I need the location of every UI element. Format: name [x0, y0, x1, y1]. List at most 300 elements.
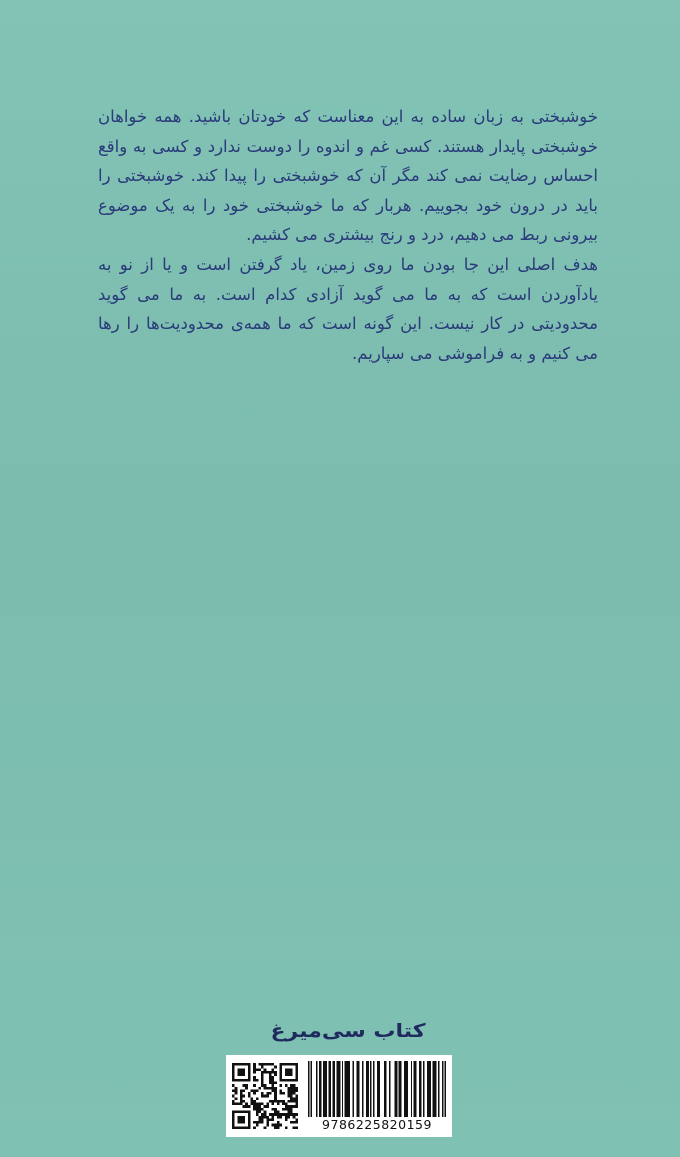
- qr-module: [235, 1126, 238, 1129]
- qr-module: [248, 1076, 251, 1079]
- qr-module: [272, 1081, 275, 1084]
- qr-module: [282, 1063, 285, 1066]
- qr-module: [237, 1121, 240, 1124]
- qr-module: [240, 1074, 243, 1077]
- qr-module: [293, 1121, 296, 1124]
- qr-module: [285, 1113, 288, 1116]
- barcode-bar: [345, 1061, 346, 1117]
- qr-module: [285, 1105, 288, 1108]
- qr-module: [277, 1111, 280, 1114]
- barcode-bar: [339, 1061, 340, 1117]
- qr-module: [280, 1079, 283, 1082]
- qr-module: [277, 1124, 280, 1127]
- qr-module: [280, 1071, 283, 1074]
- qr-module: [232, 1118, 235, 1121]
- qr-module: [290, 1113, 293, 1116]
- qr-module: [293, 1113, 296, 1116]
- qr-module: [243, 1068, 246, 1071]
- qr-module: [245, 1126, 248, 1129]
- qr-module: [250, 1103, 253, 1106]
- barcode-bar: [415, 1061, 416, 1117]
- qr-module: [280, 1074, 283, 1077]
- qr-module: [261, 1079, 264, 1082]
- qr-module: [253, 1068, 256, 1071]
- qr-module: [245, 1084, 248, 1087]
- qr-module: [287, 1113, 290, 1116]
- qr-module: [253, 1103, 256, 1106]
- qr-module: [285, 1074, 288, 1077]
- qr-module: [274, 1126, 277, 1129]
- qr-module: [287, 1068, 290, 1071]
- qr-module: [290, 1097, 293, 1100]
- qr-module: [240, 1097, 243, 1100]
- qr-module: [295, 1113, 298, 1116]
- qr-module: [282, 1100, 285, 1103]
- qr-module: [290, 1092, 293, 1095]
- qr-module: [272, 1084, 275, 1087]
- qr-module: [243, 1084, 246, 1087]
- qr-module: [232, 1063, 235, 1066]
- qr-module: [274, 1108, 277, 1111]
- barcode-bar: [373, 1061, 374, 1117]
- barcode-bar: [435, 1061, 436, 1117]
- qr-module: [277, 1103, 280, 1106]
- barcode-bar: [438, 1061, 439, 1117]
- barcode-bar: [407, 1061, 408, 1117]
- qr-module: [253, 1105, 256, 1108]
- qr-module: [240, 1116, 243, 1119]
- qr-module: [261, 1116, 264, 1119]
- qr-module: [261, 1118, 264, 1121]
- qr-module: [258, 1111, 261, 1114]
- barcode-bar: [362, 1061, 363, 1117]
- barcode-bar: [330, 1061, 331, 1117]
- qr-module: [266, 1103, 269, 1106]
- qr-module: [248, 1118, 251, 1121]
- qr-module: [293, 1084, 296, 1087]
- qr-module: [232, 1100, 235, 1103]
- qr-module: [235, 1111, 238, 1114]
- qr-module: [266, 1105, 269, 1108]
- qr-module: [287, 1100, 290, 1103]
- qr-module: [264, 1126, 267, 1129]
- qr-module: [287, 1089, 290, 1092]
- qr-module: [266, 1116, 269, 1119]
- qr-module: [277, 1121, 280, 1124]
- qr-module: [277, 1126, 280, 1129]
- qr-module: [232, 1113, 235, 1116]
- qr-module: [237, 1079, 240, 1082]
- qr-module: [295, 1097, 298, 1100]
- qr-module: [293, 1089, 296, 1092]
- qr-module: [269, 1079, 272, 1082]
- qr-module: [232, 1084, 235, 1087]
- qr-module: [266, 1124, 269, 1127]
- qr-module: [277, 1113, 280, 1116]
- qr-module: [258, 1108, 261, 1111]
- qr-module: [274, 1066, 277, 1069]
- qr-module: [258, 1116, 261, 1119]
- blurb-paragraph-2: هدف اصلی این جا بودن ما روی زمین، یاد گرفتن است و یا از نو به یادآوردن است که به ما می گوید آزادی کدام است. به ما می گوید محدودیتی در کار نیست. این گونه است که ما همه‌ی محدودیت‌ها را رها می کنیم و به فراموشی می سپاریم.: [98, 254, 598, 363]
- barcode-bar: [384, 1061, 385, 1117]
- qr-module: [264, 1116, 267, 1119]
- qr-module: [269, 1071, 272, 1074]
- qr-module: [240, 1079, 243, 1082]
- qr-module: [243, 1118, 246, 1121]
- barcode-bar: [414, 1061, 415, 1117]
- qr-module: [293, 1087, 296, 1090]
- barcode-bar: [347, 1061, 348, 1117]
- qr-module: [290, 1074, 293, 1077]
- qr-module: [269, 1076, 272, 1079]
- barcode-bar: [358, 1061, 359, 1117]
- qr-module: [272, 1071, 275, 1074]
- qr-module: [290, 1084, 293, 1087]
- qr-module: [248, 1113, 251, 1116]
- qr-module: [258, 1103, 261, 1106]
- qr-module: [240, 1100, 243, 1103]
- barcode-bar: [419, 1061, 420, 1117]
- qr-module: [266, 1063, 269, 1066]
- qr-module: [266, 1118, 269, 1121]
- qr-module: [272, 1113, 275, 1116]
- qr-module: [280, 1124, 283, 1127]
- qr-module: [250, 1097, 253, 1100]
- qr-module: [290, 1111, 293, 1114]
- barcode-bar: [399, 1061, 400, 1117]
- qr-module: [274, 1092, 277, 1095]
- blurb-paragraph-1: خوشبختی به زبان ساده به این معناست که خودتان باشید. همه خواهان خوشبختی پایدار هستند. کسی غم و اندوه را دوست ندارد و کسی به واقع احساس رضایت نمی کند مگر آن که خوشبختی را پیدا کند. خوشبختی را باید در درون خود بجوییم. هربار که ما خوشبختی خود را به یک موضوع بیرونی ربط می دهیم، درد و رنج بیشتری می کشیم.: [98, 107, 598, 245]
- qr-module: [295, 1126, 298, 1129]
- qr-module: [253, 1092, 256, 1095]
- qr-module: [282, 1108, 285, 1111]
- qr-module: [243, 1089, 246, 1092]
- qr-module: [290, 1071, 293, 1074]
- qr-module: [240, 1121, 243, 1124]
- qr-module: [232, 1066, 235, 1069]
- qr-module: [248, 1116, 251, 1119]
- qr-module: [243, 1095, 246, 1098]
- barcode-bar: [430, 1061, 431, 1117]
- barcode-bar: [324, 1061, 325, 1117]
- qr-module: [237, 1071, 240, 1074]
- qr-module: [274, 1087, 277, 1090]
- qr-module: [290, 1121, 293, 1124]
- qr-module: [261, 1076, 264, 1079]
- barcode-bar: [320, 1061, 321, 1117]
- qr-module: [235, 1103, 238, 1106]
- qr-module: [258, 1087, 261, 1090]
- qr-module: [235, 1092, 238, 1095]
- qr-module: [248, 1126, 251, 1129]
- qr-module: [248, 1071, 251, 1074]
- publisher-logo-text: کتاب سی‌میرغ: [270, 1020, 426, 1042]
- qr-module: [295, 1079, 298, 1082]
- qr-module: [264, 1095, 267, 1098]
- qr-module: [269, 1100, 272, 1103]
- qr-module: [243, 1116, 246, 1119]
- qr-module: [261, 1066, 264, 1069]
- qr-module: [256, 1113, 259, 1116]
- qr-module: [237, 1116, 240, 1119]
- qr-module: [237, 1118, 240, 1121]
- qr-module: [243, 1126, 246, 1129]
- qr-module: [295, 1074, 298, 1077]
- qr-module: [232, 1103, 235, 1106]
- qr-module: [295, 1095, 298, 1098]
- barcode-bar: [411, 1061, 412, 1117]
- qr-module: [274, 1097, 277, 1100]
- qr-module: [285, 1068, 288, 1071]
- qr-module: [235, 1097, 238, 1100]
- qr-module: [285, 1079, 288, 1082]
- qr-module: [237, 1126, 240, 1129]
- qr-module: [243, 1111, 246, 1114]
- qr-module: [261, 1113, 264, 1116]
- qr-module: [272, 1068, 275, 1071]
- qr-module: [285, 1063, 288, 1066]
- qr-module: [243, 1105, 246, 1108]
- barcode-bar: [334, 1061, 335, 1117]
- qr-module: [269, 1118, 272, 1121]
- qr-module: [258, 1121, 261, 1124]
- barcode-bar: [319, 1061, 320, 1117]
- barcode-bar: [445, 1061, 446, 1117]
- qr-module: [248, 1066, 251, 1069]
- qr-module: [280, 1063, 283, 1066]
- qr-module: [295, 1105, 298, 1108]
- barcode-bar: [338, 1061, 339, 1117]
- qr-module: [253, 1126, 256, 1129]
- barcode-bar: [366, 1061, 367, 1117]
- qr-module: [293, 1079, 296, 1082]
- qr-module: [280, 1089, 283, 1092]
- qr-module: [248, 1111, 251, 1114]
- barcode-bar: [368, 1061, 369, 1117]
- qr-module: [240, 1103, 243, 1106]
- qr-module: [240, 1092, 243, 1095]
- qr-module: [272, 1108, 275, 1111]
- qr-module: [250, 1100, 253, 1103]
- qr-module: [293, 1116, 296, 1119]
- qr-module: [232, 1071, 235, 1074]
- qr-module: [258, 1118, 261, 1121]
- qr-module: [287, 1116, 290, 1119]
- qr-module: [248, 1095, 251, 1098]
- barcode-bar: [427, 1061, 428, 1117]
- qr-module: [232, 1095, 235, 1098]
- qr-module: [240, 1071, 243, 1074]
- qr-module: [232, 1068, 235, 1071]
- qr-module: [274, 1089, 277, 1092]
- qr-module: [272, 1076, 275, 1079]
- barcode-bar: [370, 1061, 371, 1117]
- qr-module: [269, 1074, 272, 1077]
- qr-module: [248, 1074, 251, 1077]
- qr-module: [258, 1063, 261, 1066]
- qr-module: [264, 1063, 267, 1066]
- qr-module: [248, 1079, 251, 1082]
- qr-module: [295, 1089, 298, 1092]
- qr-module: [287, 1108, 290, 1111]
- qr-module: [293, 1092, 296, 1095]
- qr-module: [274, 1124, 277, 1127]
- barcode-bar: [378, 1061, 379, 1117]
- qr-module: [253, 1089, 256, 1092]
- qr-module: [295, 1071, 298, 1074]
- qr-module: [272, 1079, 275, 1082]
- qr-module: [240, 1063, 243, 1066]
- qr-module: [232, 1111, 235, 1114]
- qr-module: [258, 1105, 261, 1108]
- qr-module: [232, 1089, 235, 1092]
- qr-module: [282, 1103, 285, 1106]
- qr-module: [272, 1116, 275, 1119]
- qr-module: [293, 1097, 296, 1100]
- qr-module: [280, 1116, 283, 1119]
- barcode-bar: [428, 1061, 429, 1117]
- qr-module: [253, 1100, 256, 1103]
- qr-module: [245, 1087, 248, 1090]
- qr-module: [256, 1079, 259, 1082]
- qr-module: [293, 1100, 296, 1103]
- qr-module: [261, 1081, 264, 1084]
- qr-module: [290, 1079, 293, 1082]
- qr-module: [240, 1089, 243, 1092]
- qr-module: [243, 1079, 246, 1082]
- barcode-bar: [389, 1061, 390, 1117]
- barcode-bar: [396, 1061, 397, 1117]
- qr-module: [261, 1074, 264, 1077]
- qr-module: [274, 1081, 277, 1084]
- barcode-bar: [342, 1061, 343, 1117]
- qr-module: [269, 1087, 272, 1090]
- qr-module: [245, 1103, 248, 1106]
- qr-module: [248, 1068, 251, 1071]
- qr-module: [256, 1111, 259, 1114]
- qr-module: [256, 1097, 259, 1100]
- qr-module: [266, 1121, 269, 1124]
- qr-module: [245, 1111, 248, 1114]
- qr-module: [232, 1074, 235, 1077]
- qr-module: [295, 1118, 298, 1121]
- barcode-bar: [432, 1061, 433, 1117]
- barcode-bar: [316, 1061, 317, 1117]
- qr-module: [235, 1079, 238, 1082]
- qr-module: [253, 1063, 256, 1066]
- qr-module: [285, 1118, 288, 1121]
- qr-module: [232, 1121, 235, 1124]
- qr-module: [245, 1063, 248, 1066]
- qr-module: [274, 1071, 277, 1074]
- qr-module: [269, 1063, 272, 1066]
- qr-module: [287, 1074, 290, 1077]
- qr-module: [235, 1087, 238, 1090]
- qr-module: [248, 1092, 251, 1095]
- qr-code-icon: [232, 1063, 298, 1129]
- qr-module: [269, 1113, 272, 1116]
- qr-module: [250, 1089, 253, 1092]
- qr-module: [272, 1089, 275, 1092]
- qr-module: [261, 1103, 264, 1106]
- qr-module: [274, 1113, 277, 1116]
- qr-module: [243, 1063, 246, 1066]
- qr-module: [290, 1105, 293, 1108]
- qr-module: [240, 1118, 243, 1121]
- qr-module: [287, 1087, 290, 1090]
- qr-module: [243, 1121, 246, 1124]
- barcode-bar: [326, 1061, 327, 1117]
- qr-module: [237, 1103, 240, 1106]
- qr-module: [290, 1068, 293, 1071]
- qr-module: [248, 1121, 251, 1124]
- qr-module: [282, 1079, 285, 1082]
- qr-module: [293, 1063, 296, 1066]
- qr-module: [295, 1100, 298, 1103]
- qr-module: [256, 1103, 259, 1106]
- qr-module: [240, 1111, 243, 1114]
- publisher-logo: [270, 1013, 426, 1049]
- qr-module: [287, 1111, 290, 1114]
- barcode-bar: [420, 1061, 421, 1117]
- qr-module: [253, 1071, 256, 1074]
- barcode-bar: [385, 1061, 386, 1117]
- qr-module: [232, 1126, 235, 1129]
- qr-module: [253, 1108, 256, 1111]
- barcode-bar: [353, 1061, 354, 1117]
- qr-module: [261, 1071, 264, 1074]
- qr-module: [290, 1108, 293, 1111]
- qr-module: [287, 1105, 290, 1108]
- qr-module: [272, 1087, 275, 1090]
- qr-module: [287, 1063, 290, 1066]
- qr-module: [290, 1089, 293, 1092]
- qr-module: [237, 1068, 240, 1071]
- code-panel: [226, 1055, 452, 1137]
- qr-module: [237, 1074, 240, 1077]
- qr-module: [287, 1079, 290, 1082]
- qr-module: [272, 1103, 275, 1106]
- qr-module: [285, 1071, 288, 1074]
- qr-module: [253, 1079, 256, 1082]
- barcode-bar: [346, 1061, 347, 1117]
- qr-module: [256, 1105, 259, 1108]
- qr-module: [232, 1079, 235, 1082]
- qr-module: [282, 1092, 285, 1095]
- qr-module: [237, 1111, 240, 1114]
- qr-module: [232, 1076, 235, 1079]
- qr-module: [264, 1071, 267, 1074]
- qr-module: [285, 1126, 288, 1129]
- qr-module: [295, 1063, 298, 1066]
- qr-module: [245, 1079, 248, 1082]
- barcode-bar: [336, 1061, 337, 1117]
- qr-module: [243, 1071, 246, 1074]
- qr-module: [272, 1063, 275, 1066]
- qr-module: [261, 1063, 264, 1066]
- barcode-bar: [395, 1061, 396, 1117]
- barcode-bar: [423, 1061, 424, 1117]
- qr-module: [261, 1108, 264, 1111]
- qr-module: [264, 1068, 267, 1071]
- qr-module: [256, 1068, 259, 1071]
- qr-module: [266, 1095, 269, 1098]
- qr-module: [261, 1095, 264, 1098]
- barcode-bar: [349, 1061, 350, 1117]
- qr-module: [240, 1068, 243, 1071]
- qr-module: [274, 1074, 277, 1077]
- qr-module: [280, 1113, 283, 1116]
